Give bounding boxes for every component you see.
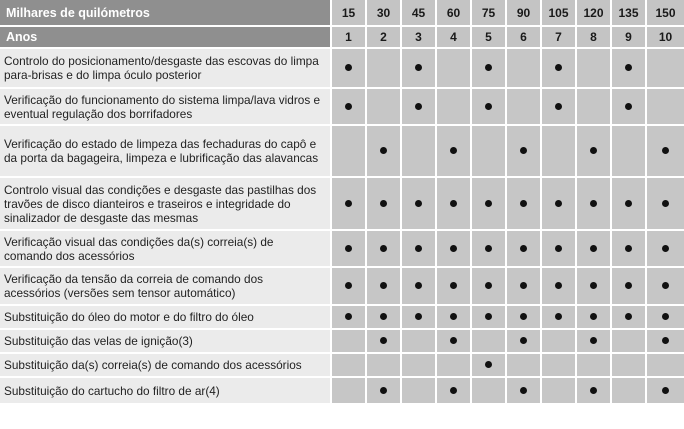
schedule-cell: [332, 178, 367, 231]
km-interval-header: 120: [577, 0, 612, 27]
schedule-cell: [542, 178, 577, 231]
empty-mark: [450, 64, 457, 71]
schedule-cell: [332, 306, 367, 330]
table-row: [0, 330, 684, 354]
scheduled-dot-icon: [625, 245, 632, 252]
schedule-cell: [542, 378, 577, 405]
empty-mark: [662, 103, 669, 110]
maintenance-task-label: Controlo visual das condições e desgaste das pastilhas dos travões de disco dianteiros e traseiros e integridade do sinalizador de desgaste das mesmas: [0, 178, 332, 231]
schedule-cell: [612, 178, 647, 231]
scheduled-dot-icon: [345, 245, 352, 252]
schedule-cell: [507, 89, 542, 126]
schedule-cell: [402, 126, 437, 178]
schedule-cell: [612, 330, 647, 354]
year-interval-header: 3: [402, 27, 437, 49]
scheduled-dot-icon: [590, 313, 597, 320]
schedule-cell: [507, 231, 542, 268]
scheduled-dot-icon: [415, 313, 422, 320]
schedule-cell: [542, 268, 577, 306]
schedule-cell: [367, 231, 402, 268]
scheduled-dot-icon: [625, 313, 632, 320]
schedule-cell: [647, 231, 684, 268]
schedule-cell: [472, 268, 507, 306]
table-row: [0, 306, 684, 330]
year-interval-header: 5: [472, 27, 507, 49]
year-interval-header: 1: [332, 27, 367, 49]
table-row: [0, 49, 684, 89]
schedule-cell: [332, 49, 367, 89]
schedule-cell: [437, 178, 472, 231]
km-header-row: [0, 0, 684, 27]
schedule-cell: [542, 306, 577, 330]
scheduled-dot-icon: [485, 313, 492, 320]
scheduled-dot-icon: [662, 147, 669, 154]
maintenance-task-label: Substituição do óleo do motor e do filtro do óleo: [0, 306, 332, 330]
schedule-cell: [332, 231, 367, 268]
schedule-cell: [472, 306, 507, 330]
scheduled-dot-icon: [555, 282, 562, 289]
schedule-cell: [612, 306, 647, 330]
km-interval-header: 135: [612, 0, 647, 27]
scheduled-dot-icon: [625, 200, 632, 207]
empty-mark: [380, 361, 387, 368]
empty-mark: [485, 387, 492, 394]
schedule-cell: [402, 231, 437, 268]
empty-mark: [485, 147, 492, 154]
schedule-cell: [577, 354, 612, 378]
schedule-cell: [612, 378, 647, 405]
schedule-cell: [332, 354, 367, 378]
empty-mark: [662, 361, 669, 368]
schedule-cell: [647, 89, 684, 126]
empty-mark: [625, 387, 632, 394]
scheduled-dot-icon: [485, 103, 492, 110]
schedule-cell: [332, 330, 367, 354]
schedule-cell: [402, 268, 437, 306]
years-header-label: Anos: [0, 27, 332, 49]
schedule-cell: [647, 306, 684, 330]
scheduled-dot-icon: [520, 147, 527, 154]
scheduled-dot-icon: [450, 387, 457, 394]
maintenance-task-label: Verificação do estado de limpeza das fechaduras do capô e da porta da bagageira, limpeza e lubrificação das alavancas: [0, 126, 332, 178]
empty-mark: [590, 64, 597, 71]
scheduled-dot-icon: [590, 337, 597, 344]
schedule-cell: [332, 268, 367, 306]
scheduled-dot-icon: [625, 282, 632, 289]
schedule-cell: [437, 330, 472, 354]
empty-mark: [345, 147, 352, 154]
scheduled-dot-icon: [380, 313, 387, 320]
scheduled-dot-icon: [450, 313, 457, 320]
maintenance-task-label: Controlo do posicionamento/desgaste das escovas do limpa para-brisas e do limpa óculo posterior: [0, 49, 332, 89]
schedule-cell: [437, 126, 472, 178]
empty-mark: [415, 361, 422, 368]
scheduled-dot-icon: [662, 313, 669, 320]
schedule-cell: [472, 178, 507, 231]
empty-mark: [450, 361, 457, 368]
maintenance-task-label: Verificação visual das condições da(s) correia(s) de comando dos acessórios: [0, 231, 332, 268]
schedule-cell: [647, 178, 684, 231]
scheduled-dot-icon: [450, 245, 457, 252]
scheduled-dot-icon: [590, 387, 597, 394]
scheduled-dot-icon: [555, 313, 562, 320]
scheduled-dot-icon: [520, 245, 527, 252]
scheduled-dot-icon: [345, 64, 352, 71]
schedule-cell: [367, 378, 402, 405]
empty-mark: [662, 64, 669, 71]
scheduled-dot-icon: [380, 387, 387, 394]
empty-mark: [555, 361, 562, 368]
schedule-cell: [612, 126, 647, 178]
empty-mark: [345, 337, 352, 344]
schedule-cell: [367, 126, 402, 178]
schedule-cell: [472, 49, 507, 89]
empty-mark: [625, 147, 632, 154]
schedule-cell: [402, 306, 437, 330]
schedule-cell: [507, 268, 542, 306]
schedule-cell: [367, 330, 402, 354]
scheduled-dot-icon: [555, 245, 562, 252]
schedule-cell: [472, 378, 507, 405]
empty-mark: [520, 361, 527, 368]
schedule-cell: [507, 178, 542, 231]
schedule-cell: [367, 268, 402, 306]
empty-mark: [590, 361, 597, 368]
scheduled-dot-icon: [555, 200, 562, 207]
km-interval-header: 150: [647, 0, 684, 27]
empty-mark: [555, 337, 562, 344]
scheduled-dot-icon: [662, 245, 669, 252]
km-interval-header: 75: [472, 0, 507, 27]
table-row: [0, 89, 684, 126]
schedule-cell: [437, 231, 472, 268]
scheduled-dot-icon: [485, 200, 492, 207]
empty-mark: [380, 103, 387, 110]
scheduled-dot-icon: [450, 337, 457, 344]
maintenance-task-label: Substituição das velas de ignição(3): [0, 330, 332, 354]
year-interval-header: 7: [542, 27, 577, 49]
schedule-cell: [542, 231, 577, 268]
scheduled-dot-icon: [520, 337, 527, 344]
scheduled-dot-icon: [662, 282, 669, 289]
schedule-cell: [542, 89, 577, 126]
schedule-cell: [472, 330, 507, 354]
scheduled-dot-icon: [520, 200, 527, 207]
schedule-cell: [402, 354, 437, 378]
maintenance-task-label: Substituição da(s) correia(s) de comando dos acessórios: [0, 354, 332, 378]
schedule-cell: [437, 378, 472, 405]
schedule-cell: [402, 49, 437, 89]
schedule-cell: [402, 178, 437, 231]
schedule-cell: [367, 306, 402, 330]
scheduled-dot-icon: [662, 337, 669, 344]
schedule-cell: [332, 378, 367, 405]
schedule-cell: [507, 330, 542, 354]
km-interval-header: 30: [367, 0, 402, 27]
scheduled-dot-icon: [662, 387, 669, 394]
table-row: [0, 378, 684, 405]
year-interval-header: 8: [577, 27, 612, 49]
scheduled-dot-icon: [415, 282, 422, 289]
schedule-cell: [647, 330, 684, 354]
table-row: [0, 178, 684, 231]
scheduled-dot-icon: [625, 103, 632, 110]
scheduled-dot-icon: [345, 103, 352, 110]
scheduled-dot-icon: [415, 200, 422, 207]
km-interval-header: 15: [332, 0, 367, 27]
schedule-cell: [542, 330, 577, 354]
empty-mark: [415, 337, 422, 344]
scheduled-dot-icon: [590, 200, 597, 207]
empty-mark: [625, 361, 632, 368]
year-interval-header: 2: [367, 27, 402, 49]
schedule-cell: [577, 378, 612, 405]
scheduled-dot-icon: [345, 200, 352, 207]
empty-mark: [345, 387, 352, 394]
schedule-cell: [367, 178, 402, 231]
km-interval-header: 45: [402, 0, 437, 27]
schedule-cell: [472, 231, 507, 268]
scheduled-dot-icon: [590, 282, 597, 289]
schedule-cell: [612, 89, 647, 126]
schedule-cell: [577, 126, 612, 178]
schedule-cell: [332, 89, 367, 126]
schedule-cell: [507, 49, 542, 89]
scheduled-dot-icon: [380, 245, 387, 252]
empty-mark: [520, 103, 527, 110]
schedule-cell: [647, 126, 684, 178]
empty-mark: [415, 147, 422, 154]
scheduled-dot-icon: [415, 245, 422, 252]
table-row: [0, 354, 684, 378]
maintenance-task-label: Substituição do cartucho do filtro de ar(4): [0, 378, 332, 405]
schedule-cell: [472, 354, 507, 378]
scheduled-dot-icon: [380, 337, 387, 344]
schedule-cell: [577, 89, 612, 126]
empty-mark: [345, 361, 352, 368]
schedule-cell: [577, 306, 612, 330]
empty-mark: [485, 337, 492, 344]
empty-mark: [555, 147, 562, 154]
km-header-label: Milhares de quilómetros: [0, 0, 332, 27]
year-interval-header: 10: [647, 27, 684, 49]
schedule-cell: [402, 89, 437, 126]
schedule-cell: [577, 330, 612, 354]
scheduled-dot-icon: [380, 282, 387, 289]
km-interval-header: 105: [542, 0, 577, 27]
schedule-cell: [437, 306, 472, 330]
schedule-cell: [367, 49, 402, 89]
scheduled-dot-icon: [590, 245, 597, 252]
scheduled-dot-icon: [345, 282, 352, 289]
schedule-cell: [612, 354, 647, 378]
schedule-cell: [577, 49, 612, 89]
table-body: [0, 49, 684, 405]
schedule-cell: [612, 268, 647, 306]
years-header-row: [0, 27, 684, 49]
empty-mark: [380, 64, 387, 71]
empty-mark: [555, 387, 562, 394]
scheduled-dot-icon: [380, 147, 387, 154]
scheduled-dot-icon: [662, 200, 669, 207]
schedule-cell: [507, 354, 542, 378]
schedule-cell: [612, 49, 647, 89]
schedule-cell: [647, 378, 684, 405]
schedule-cell: [542, 354, 577, 378]
year-interval-header: 4: [437, 27, 472, 49]
scheduled-dot-icon: [485, 64, 492, 71]
scheduled-dot-icon: [555, 103, 562, 110]
schedule-cell: [577, 231, 612, 268]
schedule-cell: [367, 89, 402, 126]
empty-mark: [520, 64, 527, 71]
table-row: [0, 231, 684, 268]
table-row: [0, 268, 684, 306]
empty-mark: [625, 337, 632, 344]
scheduled-dot-icon: [450, 147, 457, 154]
km-interval-header: 90: [507, 0, 542, 27]
schedule-cell: [402, 378, 437, 405]
schedule-cell: [507, 126, 542, 178]
scheduled-dot-icon: [520, 313, 527, 320]
scheduled-dot-icon: [415, 64, 422, 71]
schedule-cell: [612, 231, 647, 268]
empty-mark: [415, 387, 422, 394]
schedule-cell: [332, 126, 367, 178]
schedule-cell: [507, 306, 542, 330]
year-interval-header: 6: [507, 27, 542, 49]
maintenance-task-label: Verificação da tensão da correia de comando dos acessórios (versões sem tensor automático): [0, 268, 332, 306]
schedule-cell: [647, 268, 684, 306]
schedule-cell: [437, 49, 472, 89]
maintenance-task-label: Verificação do funcionamento do sistema limpa/lava vidros e eventual regulação dos borrifadores: [0, 89, 332, 126]
scheduled-dot-icon: [485, 245, 492, 252]
scheduled-dot-icon: [380, 200, 387, 207]
scheduled-dot-icon: [485, 361, 492, 368]
scheduled-dot-icon: [450, 200, 457, 207]
table-row: [0, 126, 684, 178]
schedule-cell: [437, 89, 472, 126]
scheduled-dot-icon: [345, 313, 352, 320]
empty-mark: [450, 103, 457, 110]
scheduled-dot-icon: [415, 103, 422, 110]
scheduled-dot-icon: [590, 147, 597, 154]
schedule-cell: [507, 378, 542, 405]
km-interval-header: 60: [437, 0, 472, 27]
scheduled-dot-icon: [520, 282, 527, 289]
schedule-cell: [577, 178, 612, 231]
schedule-cell: [367, 354, 402, 378]
schedule-cell: [472, 89, 507, 126]
schedule-cell: [542, 126, 577, 178]
schedule-cell: [647, 354, 684, 378]
scheduled-dot-icon: [520, 387, 527, 394]
schedule-cell: [472, 126, 507, 178]
schedule-cell: [577, 268, 612, 306]
empty-mark: [590, 103, 597, 110]
schedule-cell: [542, 49, 577, 89]
scheduled-dot-icon: [625, 64, 632, 71]
scheduled-dot-icon: [485, 282, 492, 289]
schedule-cell: [402, 330, 437, 354]
schedule-cell: [437, 268, 472, 306]
schedule-cell: [437, 354, 472, 378]
scheduled-dot-icon: [450, 282, 457, 289]
schedule-cell: [647, 49, 684, 89]
year-interval-header: 9: [612, 27, 647, 49]
scheduled-dot-icon: [555, 64, 562, 71]
